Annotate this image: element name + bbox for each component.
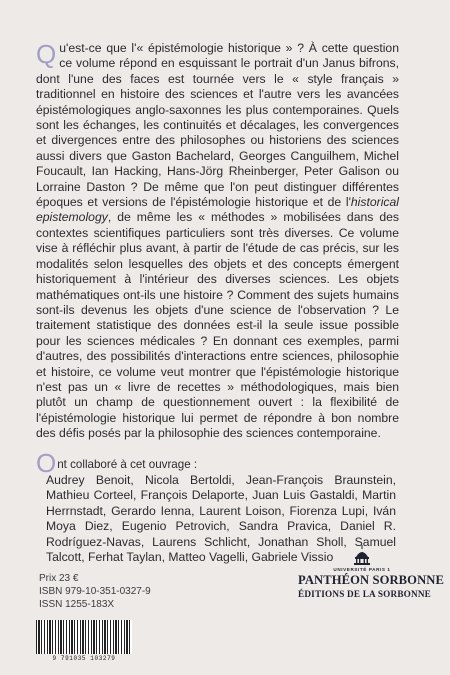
contributors-header-text: nt collaboré à cet ouvrage : [57, 458, 198, 471]
pantheon-dome-icon [351, 545, 373, 565]
publisher-university: UNIVERSITÉ PARIS 1 [333, 567, 391, 572]
contributors-dropcap: O [36, 448, 57, 478]
abstract-segment: , de même les « méthodes » mobilisées dans des contextes scientifiques particuliers sont très diverses. Ce volume vise à réfléchir plus avant, à partir de l'étude de cas précis, sur les modalités selon lesquelles des objets et des concepts émergent historiquement à l'intérieur des diverses sciences. Les objets mathématiques ont-ils une histoire ? Comment des sujets humains sont-ils devenus les objets d'une science de l'observation ? Le traitement statistique des données est-il la seule issue possible pour les sciences médicales ? En donnant ces exemples, parmi d'autres, des possibilités d'interactions entre sciences, philosophie et histoire, ce volume veut montrer que l'épistémologie historique n'est pas un « livre de recettes » méthodologiques, mais bien plutôt un champ de questionnement ouvert : la flexibilité de l'épistémologie historique lui permet de répondre à bon nombre des défis posés par la philosophie des sciences contemporaine. [36, 210, 399, 441]
abstract-segment: u'est-ce que l'« épistémologie historique » ? À cette question ce volume répond en esquissant le portrait d'un Janus bifrons, dont l'une des faces est tournée vers le « style français » traditionnel en histoire des sciences et l'autre vers les avancées épistémologiques anglo-saxonnes les plus contemporaines. Quels sont les échanges, les continuités et décalages, les convergences et divergences entre des philosophes ou historiens des sciences aussi divers que Gaston Bachelard, Georges Canguilhem, Michel Foucault, Ian Hacking, Hans-Jörg Rheinberger, Peter Galison ou Lorraine Daston ? De même que l'on peut distinguer différentes époques et versions de l'épistémologie historique et de l' [36, 41, 399, 210]
publisher-logo [298, 545, 444, 599]
barcode [36, 620, 132, 662]
abstract-block [36, 41, 399, 442]
issn-label: ISSN 1255-183X [39, 598, 115, 610]
publisher-name: PANTHÉON SORBONNE [298, 573, 444, 587]
barcode-digits: 9 791035 103279 [52, 655, 116, 662]
barcode-bars [36, 620, 132, 654]
price-label: Prix 23 € [39, 573, 79, 584]
isbn-label: ISBN 979-10-351-0327-9 [39, 585, 151, 597]
contributors-header [36, 448, 396, 478]
abstract-italic-term: historical epistemology [36, 195, 399, 225]
contributors-list: Audrey Benoit, Nicola Bertoldi, Jean-François Braunstein, Mathieu Corteel, François Delaporte, Juan Luis Gastaldi, Martin Herrnstadt, Gerardo Ienna, Laurent Loison, Fiorenza Lupi, Iván Moya Diez, Eugenio Petrovich, Sandra Pravica, Daniel R. Rodríguez-Navas, Laurens Schlicht, Jonathan Sholl, Samuel Talcott, Ferhat Taylan, Matteo Vagelli, Gabriele Vissio [46, 473, 396, 565]
price-block [39, 573, 151, 611]
abstract-dropcap: Q [36, 39, 57, 69]
publisher-editions: ÉDITIONS DE LA SORBONNE [298, 589, 432, 599]
abstract-text [36, 41, 399, 442]
